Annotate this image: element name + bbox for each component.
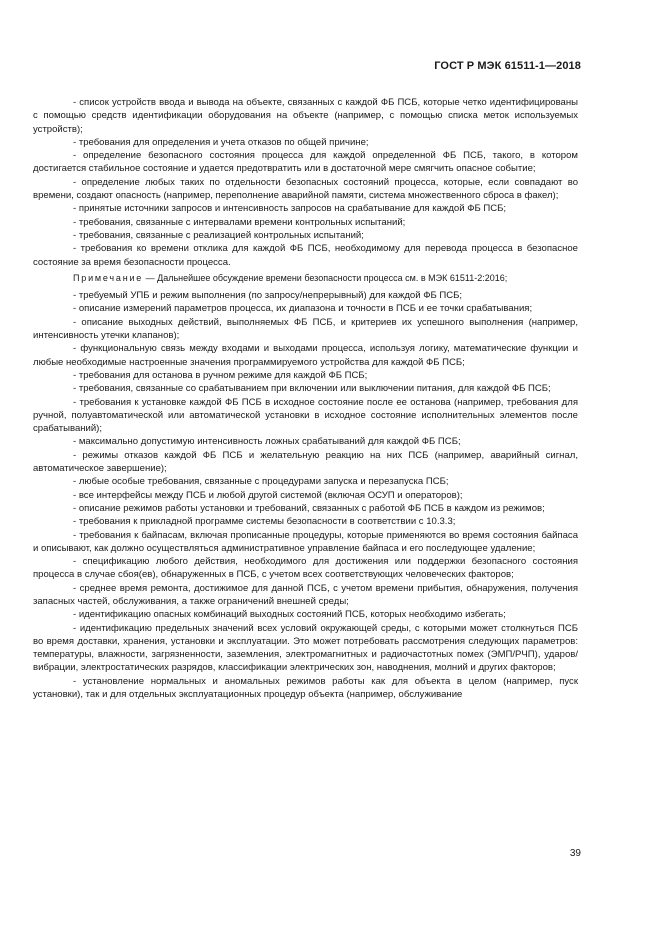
list-item: - идентификацию опасных комбинаций выходных состояний ПСБ, которых необходимо избегать; <box>73 609 506 621</box>
list-item: - описание выходных действий, выполняемых ФБ ПСБ, и критериев их успешного выполнения (например, интенсивность утечки клапанов); <box>33 316 578 342</box>
list-item: - максимально допустимую интенсивность ложных срабатываний для каждой ФБ ПСБ; <box>73 436 461 448</box>
list-item: - требования к байпасам, включая прописанные процедуры, которые применяются во время состояния байпаса и описывают, как должно осуществляться административное управление байпаса и его последующее удаление; <box>33 529 578 554</box>
note-label: Примечание <box>73 272 144 283</box>
note-text: Дальнейшее обсуждение времени безопасности процесса см. в МЭК 61511-2:2016; <box>157 272 508 283</box>
list-item: - идентификацию предельных значений всех условий окружающей среды, с которыми может столкнуться ПСБ во время доставки, хранения, установки и эксплуатации. Это может потребовать рассмотрения следующих параметров: температуры, влажности, загрязненности, заземления, электромагнитных и радиочастотных помех (ЭМП/РЧП), ударов/вибрации, электростатических разрядов, классификации электрических зон, наводнения, молний и других факторов; <box>33 622 578 674</box>
list-item: - требования, связанные со срабатыванием при включении или выключении питания, для каждой ФБ ПСБ; <box>73 383 551 395</box>
list-item: - определение любых таких по отдельности безопасных состояний процесса, которые, если совпадают во времени, создают опасность (например, переполнение аварийной памяти, система множественного сброса в факел); <box>33 176 578 202</box>
list-item: - режимы отказов каждой ФБ ПСБ и желательную реакцию на них ПСБ (например, аварийный сигнал, автоматическое завершение); <box>33 449 578 475</box>
document-header: ГОСТ Р МЭК 61511-1—2018 <box>434 60 581 72</box>
list-item: - спецификацию любого действия, необходимого для достижения или поддержки безопасного состояния процесса в случае сбоя(ев), обнаруженных в ПСБ, с учетом всех соответствующих человеческих факторов; <box>33 556 578 581</box>
list-item: - требования, связанные с реализацией контрольных испытаний; <box>73 229 364 241</box>
list-item: - список устройств ввода и вывода на объекте, связанных с каждой ФБ ПСБ, которые четко идентифицированы с помощью средств идентификации оборудования на объекте (например, с помощью списка меток используемых устройств); <box>33 97 578 135</box>
list-item: - принятые источники запросов и интенсивность запросов на срабатывание для каждой ФБ ПСБ; <box>73 203 507 215</box>
note-dash: — <box>145 272 155 283</box>
document-body <box>33 96 578 701</box>
list-item: - установление нормальных и аномальных режимов работы как для объекта в целом (например, пуск установки), так и для отдельных эксплуатационных процедур объекта (например, обслуживание <box>33 675 578 701</box>
list-item: - требования, связанные с интервалами времени контрольных испытаний; <box>73 216 406 228</box>
list-item: - описание измерений параметров процесса, их диапазона и точности в ПСБ и ее точки срабатывания; <box>73 303 533 315</box>
list-item: - функциональную связь между входами и выходами процесса, используя логику, математические функции и любые необходимые настроенные значения программируемого устройства для каждой ФБ ПСБ; <box>33 343 578 368</box>
list-item: - требования к установке каждой ФБ ПСБ в исходное состояние после ее останова (например, требования для ручной, полуавтоматической или автоматической установки в исходное состояние исполнительных элементов после срабатываний); <box>33 396 578 435</box>
list-item: - требования для останова в ручном режиме для каждой ФБ ПСБ; <box>73 369 368 381</box>
page-number: 39 <box>569 848 581 859</box>
list-item: - описание режимов работы установки и требований, связанных с работой ФБ ПСБ в каждом из режимов; <box>73 502 545 514</box>
list-item: - требуемый УПБ и режим выполнения (по запросу/непрерывный) для каждой ФБ ПСБ; <box>73 290 463 302</box>
list-item: - требования для определения и учета отказов по общей причине; <box>73 136 369 148</box>
list-item: - требования к прикладной программе системы безопасности в соответствии с 10.3.3; <box>73 516 456 528</box>
list-item: - любые особые требования, связанные с процедурами запуска и перезапуска ПСБ; <box>73 476 449 488</box>
note <box>33 272 578 285</box>
list-item: - все интерфейсы между ПСБ и любой другой системой (включая ОСУП и операторов); <box>73 489 463 501</box>
list-item: - определение безопасного состояния процесса для каждой определенной ФБ ПСБ, такого, в котором достигается стабильное состояние и удается предотвратить или в достаточной мере смягчить опасное событие; <box>33 150 578 175</box>
list-item: - требования ко времени отклика для каждой ФБ ПСБ, необходимому для перевода процесса в безопасное состояние за время безопасности процесса. <box>33 243 578 268</box>
list-item: - среднее время ремонта, достижимое для данной ПСБ, с учетом времени прибытия, обнаружения, получения запасных частей, обслуживания, а также ограничений внешней среды; <box>33 582 578 607</box>
